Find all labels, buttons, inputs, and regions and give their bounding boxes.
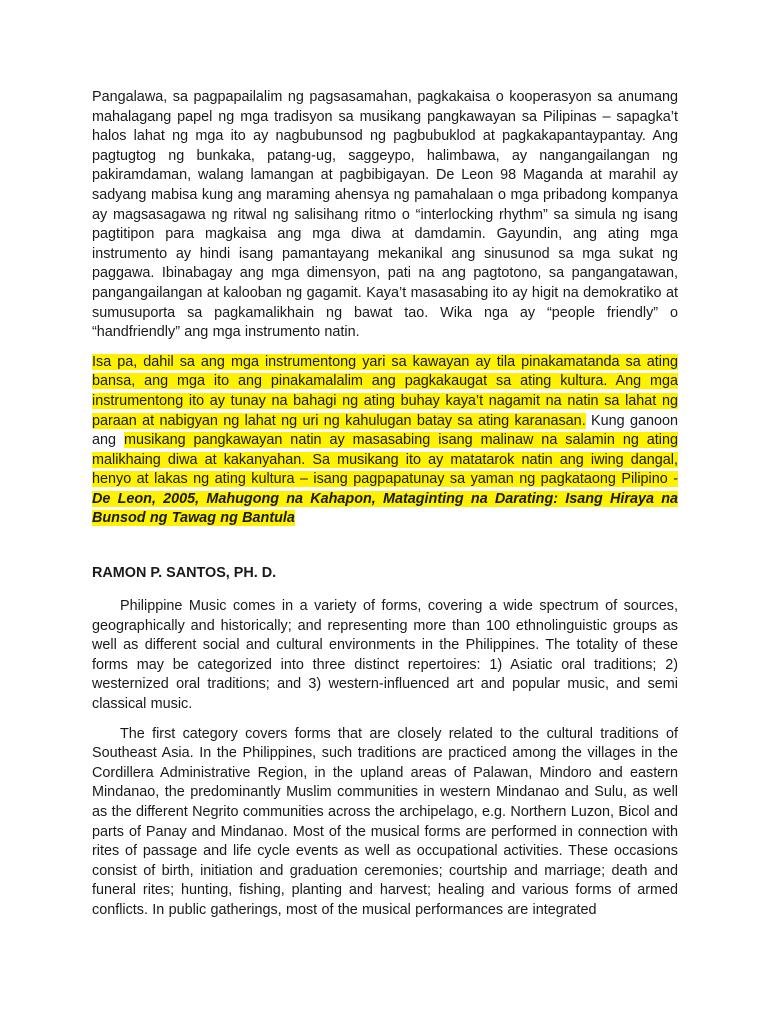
document-page — [92, 88, 678, 921]
paragraph-bamboo-unity: Pangalawa, sa pagpapailalim ng pagsasamahan, pagkakaisa o kooperasyon sa anumang mahalagang papel ng mga tradisyon sa musikang pangkawayan sa Pilipinas – sapagka’t halos lahat ng mga ito ay nagbubunsod ng pagbubuklod at pagkakapantaypantay. Ang pagtugtog ng bunkaka, patang-ug, saggeypo, halimbawa, ay nangangailangan ng pakiramdaman, walang lamangan at pagbibigayan. De Leon 98 Maganda at marahil ay sadyang mabisa kung ang maraming ahensya ng pamahalaan o mga pribadong kompanya ay magsasagawa ng ritwal ng salisihang ritmo o “interlocking rhythm” sa simula ng isang pagtitipon para magkaisa ang mga diwa at damdamin. Gayundin, ang ating mga instrumento ay hindi isang pamantayang mekanikal ang sinusunod sa mga sukat ng paggawa. Ibinabagay ang mga dimensyon, pati na ang pagtotono, sa pangangatawan, pangangailangan at kalooban ng gagamit. Kaya’t masasabing ito ay higit na demokratiko at sumusuporta sa pagkamalikhain ng bawat tao. Wika nga ay “people friendly” o “handfriendly” ang mga instrumento natin. — [92, 89, 678, 341]
section-heading: RAMON P. SANTOS, PH. D. — [92, 565, 277, 582]
highlighted-text: musikang pangkawayan natin ay masasabing isang malinaw na salamin ng ating malikhaing diwa at kakanyahan. Sa musikang ito ay matatarok natin ang iwing dangal, henyo at lakas ng ating kultura – isang pagpapatunay sa yaman ng pagkataong Pilipino - — [92, 432, 679, 488]
paragraph-philippine-music: Philippine Music comes in a variety of forms, covering a wide spectrum of sources, geographically and historically; and representing more than 100 ethnolinguistic groups as well as different social and cultural environments in the Philippines. The totality of these forms may be categorized into three distinct repertoires: 1) Asiatic oral traditions; 2) westernized oral traditions; and 3) western-influenced art and popular music, and semi classical music. — [92, 598, 678, 713]
citation: De Leon, 2005, Mahugong na Kahapon, Mataginting na Darating: Isang Hiraya na Bunsod ng Tawag ng Bantula — [92, 490, 678, 527]
paragraph-first-category: The first category covers forms that are closely related to the cultural traditions of Southeast Asia. In the Philippines, such traditions are practiced among the villages in the Cordillera Administrative Region, in the upland areas of Palawan, Mindoro and eastern Mindanao, the predominantly Muslim communities in western Mindanao and Sulu, as well as the different Negrito communities across the archipelago, e.g. Northern Luzon, Bicol and parts of Panay and Mindanao. Most of the musical forms are performed in connection with rites of passage and life cycle events as well as occupational activities. These occasions consist of birth, initiation and graduation ceremonies; courtship and marriage; death and funeral rites; hunting, fishing, planting and harvest; healing and various forms of armed conflicts. In public gatherings, most of the musical performances are integrated — [92, 725, 678, 918]
plain-text: Kung ganoon ang — [92, 412, 678, 449]
paragraph-bamboo-culture — [92, 353, 678, 529]
highlighted-text: Isa pa, dahil sa ang mga instrumentong yari sa kawayan ay tila pinakamatanda sa ating bansa, ang mga ito ang pinakamalalim ang pagkakaugat sa ating kultura. Ang mga instrumentong ito ay tunay na bahagi ng ating buhay kaya’t nagamit na natin sa lahat ng paraan at nabigyan ng lahat ng uri ng kahulugan batay sa ating karanasan. — [92, 353, 678, 429]
